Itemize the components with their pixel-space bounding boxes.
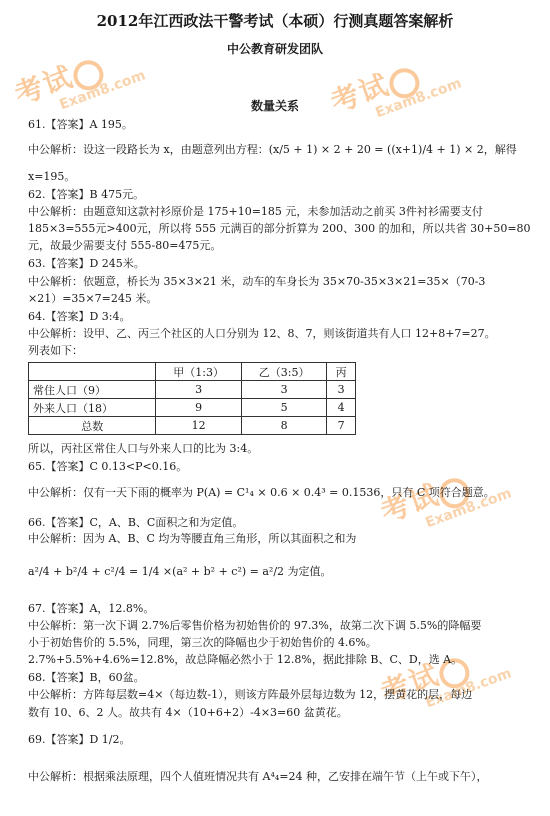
table-cell: 3 [156,381,241,399]
table-row [29,399,356,417]
table-row [29,381,356,399]
document-title: 2012年江西政法干警考试（本硕）行测真题答案解析 [96,12,454,30]
table-cell: 4 [327,399,356,417]
explanation-line: 中公解析：设这一段路长为 x，由题意列出方程：(x/5 + 1) × 2 + 20 = ((x+1)/4 + 1) × 2，解得 [28,143,517,156]
table-cell: 7 [327,417,356,435]
answer-line: 61.【答案】A 195。 [28,118,133,131]
table-header-row [29,363,356,381]
watermark-logo: 考试 Exam8.com [375,450,514,544]
table-cell: 外来人口（18） [29,399,156,417]
table-cell: 3 [327,381,356,399]
table-header-cell: 乙（3:5） [241,363,326,381]
watermark-logo: 考试 Exam8.com [9,32,148,126]
explanation-line: 中公解析：设甲、乙、丙三个社区的人口分别为 12、8、7，则该街道共有人口 12+8+7=27。 [28,327,496,340]
explanation-line: 中公解析：因为 A、B、C 均为等腰直角三角形，所以其面积之和为 [28,532,357,545]
section-heading: 数量关系 [250,99,299,113]
answer-line: 66.【答案】C，A、B、C面积之和为定值。 [28,516,244,529]
answer-line: 63.【答案】D 245米。 [28,257,145,270]
document-subtitle: 中公教育研发团队 [226,42,323,56]
answer-line: 65.【答案】C 0.13<P<0.16。 [28,460,188,473]
table-header-cell: 丙 [327,363,356,381]
explanation-line: 中公解析：方阵每层数=4×（每边数-1），则该方阵最外层每边数为 12，摆黄花的层，每边 [28,688,473,701]
explanation-line: 中公解析：由题意知这款衬衫原价是 175+10=185 元，未参加活动之前买 3件衬衫需要支付 [28,205,483,218]
watermark-logo: 考试 Exam8.com [375,630,514,724]
answer-line: 69.【答案】D 1/2。 [28,733,131,746]
table-header-cell [29,363,156,381]
explanation-line: 所以，丙社区常住人口与外来人口的比为 3:4。 [28,442,259,455]
watermark-logo: 考试 Exam8.com [325,40,464,134]
table-cell: 12 [156,417,241,435]
table-cell: 5 [241,399,326,417]
explanation-line: ×21）=35×7=245 米。 [28,292,158,305]
table-row [29,417,356,435]
answer-line: 62.【答案】B 475元。 [28,188,145,201]
explanation-line: 列表如下： [28,344,83,357]
population-table [28,362,356,435]
explanation-line: 2.7%+5.5%+4.6%=12.8%，故总降幅必然小于 12.8%，据此排除 B、C、D，选 A。 [28,653,463,666]
explanation-line: 中公解析：根据乘法原理，四个人值班情况共有 A⁴₄=24 种，乙安排在端午节（上午或下午）， [28,770,488,783]
table-cell: 9 [156,399,241,417]
explanation-line: 小于初始售价的 5.5%，同理，第三次的降幅也少于初始售价的 4.6%。 [28,636,377,649]
explanation-line: 元，故最少需要支付 555-80=475元。 [28,239,222,252]
explanation-line: 185×3=555元>400元，所以将 555 元满百的部分折算为 200、300 的加和，所以共省 30+50=80 [28,222,531,235]
explanation-line: 中公解析：依题意，桥长为 35×3×21 米，动车的车身长为 35×70-35×3×21=35×（70-3 [28,275,486,288]
explanation-line: 数有 10、6、2 人。故共有 4×（10+6+2）-4×3=60 盆黄花。 [28,706,348,719]
table-header-cell: 甲（1:3） [156,363,241,381]
answer-line: 64.【答案】D 3:4。 [28,310,131,323]
table-cell: 常住人口（9） [29,381,156,399]
explanation-line: 中公解析：第一次下调 2.7%后零售价格为初始售价的 97.3%，故第二次下调 5.5%的降幅要 [28,619,482,632]
explanation-line: 中公解析：仅有一天下雨的概率为 P(A) = C¹₄ × 0.6 × 0.4³ = 0.1536，只有 C 项符合题意。 [28,486,495,499]
formula-line: a²/4 + b²/4 + c²/4 = 1/4 ×(a² + b² + c²) = a²/2 为定值。 [28,565,332,578]
answer-line: 68.【答案】B，60盆。 [28,671,145,684]
table-cell: 3 [241,381,326,399]
table-cell: 总数 [29,417,156,435]
explanation-line: x=195。 [28,170,76,183]
answer-line: 67.【答案】A，12.8%。 [28,602,155,615]
table-cell: 8 [241,417,326,435]
